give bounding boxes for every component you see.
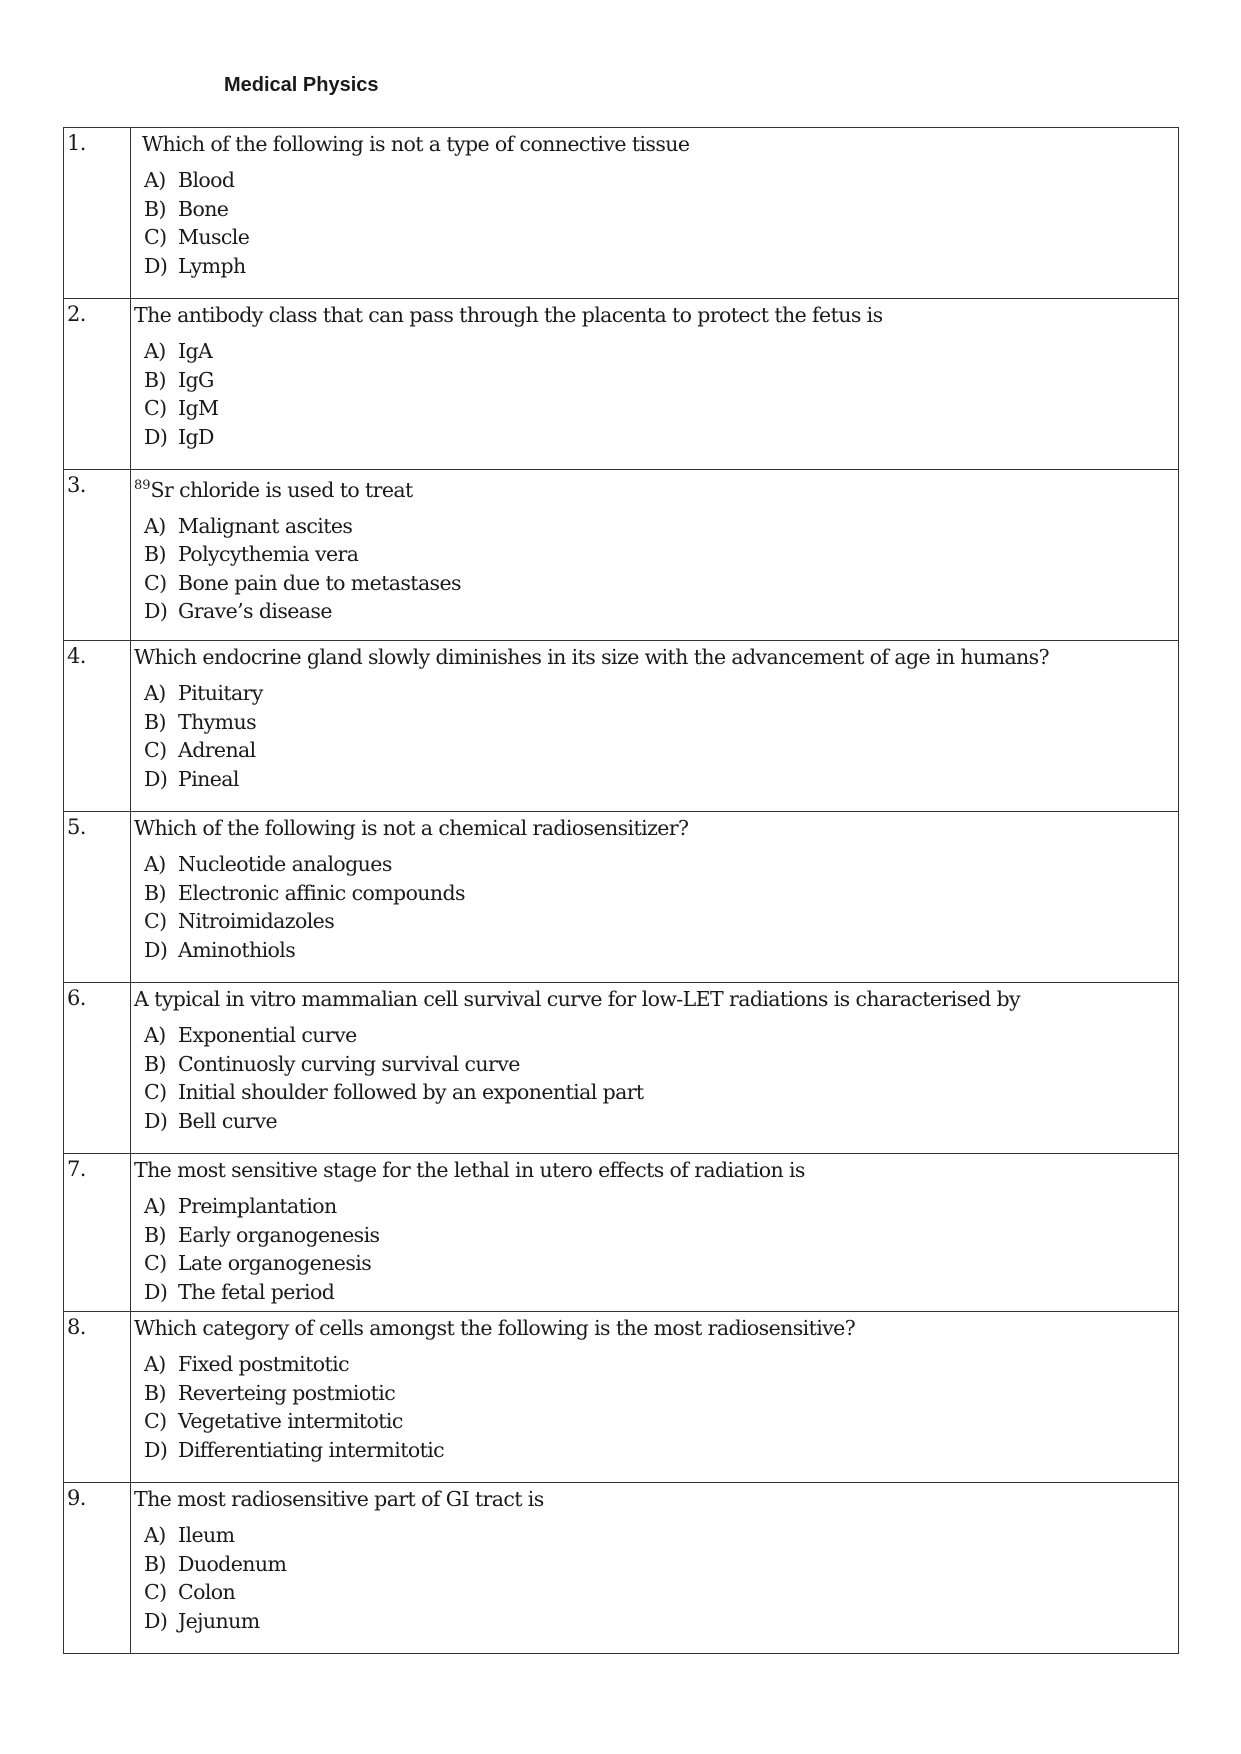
option-text: Malignant ascites [178, 513, 353, 538]
option-letter: B) [144, 196, 166, 221]
option-letter: C) [144, 396, 167, 420]
option-text: Initial shoulder followed by an exponential part [178, 1080, 644, 1104]
question-body [131, 983, 1179, 1154]
question-text: Which endocrine gland slowly diminishes in its size with the advancement of age in humans? [134, 645, 1049, 669]
option-letter: A) [144, 852, 166, 876]
question-row-8 [64, 1312, 1179, 1483]
question-row-9 [64, 1483, 1179, 1654]
isotope-superscript: 89 [134, 478, 151, 493]
option-b [144, 1550, 1178, 1579]
option-text: Thymus [178, 709, 257, 734]
option-c [144, 223, 1178, 252]
option-d [144, 936, 1178, 965]
option-a [144, 1021, 1178, 1050]
question-text: The antibody class that can pass through the placenta to protect the fetus is [134, 303, 883, 327]
option-b [144, 1379, 1178, 1408]
option-letter: D) [144, 1437, 168, 1462]
question-number: 2. [64, 299, 131, 470]
option-letter: D) [144, 599, 168, 624]
option-b [144, 879, 1178, 908]
question-row-5 [64, 812, 1179, 983]
question-number: 5. [64, 812, 131, 983]
option-letter: D) [144, 1608, 168, 1633]
option-a [144, 850, 1178, 879]
option-letter: B) [144, 1051, 166, 1076]
option-b [144, 195, 1178, 224]
option-letter: C) [144, 1409, 167, 1433]
option-text: Reverteing postmiotic [178, 1380, 396, 1405]
question-row-7 [64, 1154, 1179, 1312]
option-letter: A) [144, 681, 166, 705]
question-text: The most radiosensitive part of GI tract is [134, 1487, 544, 1511]
option-letter: C) [144, 225, 167, 249]
option-text: Bone [178, 196, 229, 221]
option-text: Fixed postmitotic [178, 1352, 349, 1376]
question-number: 4. [64, 641, 131, 812]
question-row-2 [64, 299, 1179, 470]
option-text: IgM [178, 396, 219, 420]
option-text: Vegetative intermitotic [178, 1409, 403, 1433]
question-number: 3. [64, 470, 131, 641]
option-letter: A) [144, 339, 166, 363]
option-text: Grave’s disease [178, 599, 332, 624]
question-row-3 [64, 470, 1179, 641]
question-number: 9. [64, 1483, 131, 1654]
option-d [144, 597, 1178, 626]
question-number: 1. [64, 128, 131, 299]
option-text: Aminothiols [178, 937, 296, 962]
option-c [144, 907, 1178, 936]
option-text: Lymph [178, 253, 246, 278]
question-text: Which of the following is not a chemical radiosensitizer? [134, 816, 689, 840]
question-text [134, 473, 1178, 503]
question-body [131, 299, 1179, 470]
option-d [144, 423, 1178, 452]
question-text: A typical in vitro mammalian cell survival curve for low-LET radiations is characterised by [134, 987, 1021, 1011]
option-text: Preimplantation [178, 1194, 337, 1218]
option-text: IgA [178, 339, 213, 363]
option-text: The fetal period [178, 1279, 335, 1304]
option-list [134, 1350, 1178, 1464]
option-letter: D) [144, 1108, 168, 1133]
option-letter: B) [144, 367, 166, 392]
option-d [144, 1278, 1178, 1307]
option-text: Jejunum [178, 1608, 260, 1633]
option-c [144, 394, 1178, 423]
option-text: Bone pain due to metastases [178, 570, 461, 595]
option-letter: D) [144, 424, 168, 449]
option-text: Ileum [178, 1523, 235, 1547]
question-text: Which of the following is not a type of connective tissue [142, 132, 690, 156]
option-letter: D) [144, 937, 168, 962]
option-letter: B) [144, 1380, 166, 1405]
option-letter: B) [144, 1551, 166, 1576]
option-text: Late organogenesis [178, 1251, 372, 1275]
option-text: Muscle [178, 225, 250, 249]
option-list [134, 1021, 1178, 1135]
option-d [144, 1607, 1178, 1636]
option-text: Nitroimidazoles [178, 909, 335, 933]
option-list [134, 512, 1178, 626]
option-letter: A) [144, 1523, 166, 1547]
option-b [144, 1221, 1178, 1250]
option-text: Nucleotide analogues [178, 852, 392, 876]
question-body [131, 812, 1179, 983]
option-a [144, 337, 1178, 366]
option-letter: A) [144, 1023, 166, 1047]
page-title: Medical Physics [224, 74, 379, 96]
option-letter: A) [144, 1194, 166, 1218]
option-text: Polycythemia vera [178, 542, 359, 567]
option-text: Pineal [178, 766, 239, 791]
option-a [144, 1350, 1178, 1379]
option-c [144, 1078, 1178, 1107]
question-row-1 [64, 128, 1179, 299]
option-text: Continuosly curving survival curve [178, 1051, 520, 1076]
option-a [144, 1192, 1178, 1221]
question-text-main: Sr chloride is used to treat [150, 477, 413, 502]
option-c [144, 1578, 1178, 1607]
option-letter: A) [144, 168, 166, 192]
option-c [144, 736, 1178, 765]
question-body [131, 470, 1179, 641]
question-number: 6. [64, 983, 131, 1154]
option-list [134, 337, 1178, 451]
option-text: Early organogenesis [178, 1222, 380, 1247]
option-letter: C) [144, 1251, 167, 1275]
option-b [144, 708, 1178, 737]
option-a [144, 1521, 1178, 1550]
option-list [134, 166, 1178, 280]
question-number: 8. [64, 1312, 131, 1483]
question-row-4 [64, 641, 1179, 812]
option-letter: B) [144, 709, 166, 734]
question-text: Which category of cells amongst the following is the most radiosensitive? [134, 1316, 856, 1340]
option-b [144, 1050, 1178, 1079]
option-c [144, 569, 1178, 598]
option-letter: C) [144, 1580, 167, 1604]
option-a [144, 512, 1178, 541]
option-text: IgD [178, 424, 214, 449]
option-letter: B) [144, 880, 166, 905]
question-number: 7. [64, 1154, 131, 1312]
option-d [144, 1436, 1178, 1465]
question-row-6 [64, 983, 1179, 1154]
option-text: Electronic affinic compounds [178, 880, 465, 905]
option-letter: A) [144, 1352, 166, 1376]
option-text: Bell curve [178, 1108, 278, 1133]
option-letter: B) [144, 542, 166, 567]
question-body [131, 641, 1179, 812]
option-c [144, 1249, 1178, 1278]
option-a [144, 166, 1178, 195]
option-d [144, 252, 1178, 281]
option-letter: C) [144, 909, 167, 933]
question-body [131, 1154, 1179, 1312]
option-a [144, 679, 1178, 708]
option-d [144, 1107, 1178, 1136]
option-list [134, 1192, 1178, 1306]
option-text: IgG [178, 367, 214, 392]
question-text: The most sensitive stage for the lethal in utero effects of radiation is [134, 1158, 805, 1182]
question-body [131, 128, 1179, 299]
option-letter: D) [144, 1279, 168, 1304]
question-body [131, 1312, 1179, 1483]
option-letter: B) [144, 1222, 166, 1247]
option-text: Exponential curve [178, 1023, 357, 1047]
option-letter: D) [144, 253, 168, 278]
option-text: Duodenum [178, 1551, 287, 1576]
option-letter: C) [144, 738, 167, 762]
option-letter: C) [144, 570, 167, 595]
option-b [144, 540, 1178, 569]
option-text: Blood [178, 168, 235, 192]
option-list [134, 679, 1178, 793]
option-c [144, 1407, 1178, 1436]
option-list [134, 1521, 1178, 1635]
option-letter: A) [144, 513, 166, 538]
option-b [144, 366, 1178, 395]
option-text: Differentiating intermitotic [178, 1437, 445, 1462]
option-text: Pituitary [178, 681, 263, 705]
question-body [131, 1483, 1179, 1654]
option-list [134, 850, 1178, 964]
option-letter: D) [144, 766, 168, 791]
option-text: Adrenal [178, 738, 256, 762]
option-d [144, 765, 1178, 794]
option-letter: C) [144, 1080, 167, 1104]
option-text: Colon [178, 1580, 236, 1604]
question-table [63, 127, 1179, 1654]
